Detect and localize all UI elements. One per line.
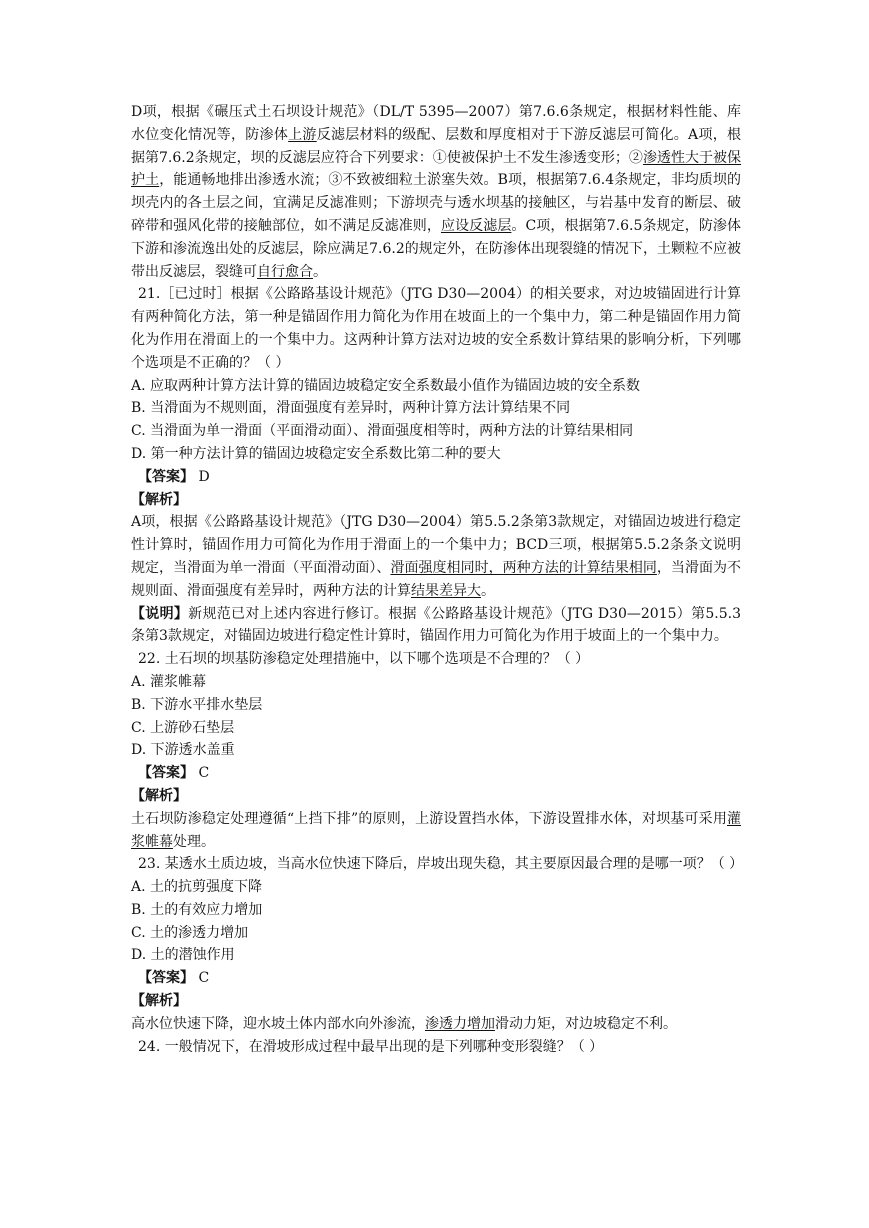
- answer-value: C: [198, 765, 210, 782]
- q20-analysis-text: 。C项，根据第7.6.5条规定，防渗体下游和渗流逸出处的反滤层，除应满足7.6.2的规定外，在防渗体出现裂缝的情况下，土颗粒不应被带出反滤层，裂缝可: [131, 217, 742, 280]
- q20-underline-upstream: 上游: [288, 126, 317, 143]
- q22-option-d: D. 下游透水盖重: [131, 742, 235, 759]
- q20-analysis-text: 反滤层材料的级配、层数和厚度相对于下游反滤层可简化。A项，根据第7.6.2条规定，坝的反滤层应符合下列要求：①使被保护土不发生渗透变形；②: [131, 126, 742, 166]
- note-label: 【说明】: [131, 605, 189, 622]
- q22-underline-grout: 灌浆帷幕: [131, 810, 741, 850]
- answer-label: 【答案】: [138, 765, 194, 782]
- answer-label: 【答案】: [138, 970, 194, 987]
- note-text: 新规范已对上述内容进行修订。根据《公路路基设计规范》（JTG D30—2015）第5.5.3条第3款规定，对锚固边坡进行稳定性计算时，锚固作用力可简化为作用于坡面上的一个集中力。: [131, 605, 742, 645]
- document-body: [131, 101, 744, 1058]
- q21-answer: [131, 466, 741, 489]
- q23-stem: 23. 某透水土质边坡，当高水位快速下降后，岸坡出现失稳，其主要原因最合理的是哪一项？（ ）: [138, 856, 744, 873]
- q20-analysis-text: D项，根据《碾压式土石坝设计规范》（DL/T 5395—2007）第7.6.6条规定，根据材料性能、库水位变化情况等，防渗体: [131, 104, 741, 143]
- q22-option-b: B. 下游水平排水垫层: [131, 696, 263, 713]
- q20-analysis-text: 。: [313, 263, 327, 280]
- q21-option-b: B. 当滑面为不规则面，滑面强度有差异时，两种计算方法计算结果不同: [131, 400, 571, 417]
- q21-analysis-text: ，当滑面为不规则面、滑面强度有差异时，两种方法的计算: [131, 559, 742, 599]
- q22-stem: 22. 土石坝的坝基防渗稳定处理措施中，以下哪个选项是不合理的？（ ）: [138, 651, 590, 668]
- q23-analysis-text: 滑动力矩，对边坡稳定不利。: [495, 1015, 677, 1032]
- q20-analysis-text: ，能通畅地排出渗透水流；③不致被细粒土淤塞失效。B项，根据第7.6.4条规定，非均质坝的坝壳内的各土层之间，宜满足反滤准则；下游坝壳与透水坝基的接触区，与岩基中发育的断层、破碎带和强风化带的接触部位，如不满足反滤准则，: [131, 172, 741, 234]
- q23-analysis-text: 高水位快速下降，迎水坡土体内部水向外渗流，: [131, 1015, 425, 1032]
- q22-analysis-text: 土石坝防渗稳定处理遵循“上挡下排”的原则，上游设置挡水体，下游设置排水体，对坝基可采用: [131, 810, 727, 827]
- q23-answer: [131, 967, 741, 990]
- q24-stem: 24. 一般情况下，在滑坡形成过程中最早出现的是下列哪种变形裂缝？（ ）: [138, 1038, 604, 1055]
- q23-analysis: [131, 1013, 741, 1036]
- q22-analysis-text: 处理。: [173, 833, 215, 850]
- q20-underline-self-heal: 自行愈合: [257, 263, 313, 280]
- q22-answer: [131, 762, 741, 785]
- analysis-label: 【解析】: [131, 993, 187, 1010]
- q23-underline-seepage: 渗透力增加: [425, 1015, 495, 1032]
- q20-analysis-paragraph: [131, 101, 741, 283]
- q21-analysis-text: 。: [481, 582, 495, 599]
- q21-analysis: [131, 511, 741, 602]
- q23-option-b: B. 土的有效应力增加: [131, 901, 263, 918]
- q23-option-c: C. 土的渗透力增加: [131, 924, 249, 941]
- q21-option-a: A. 应取两种计算方法计算的锚固边坡稳定安全系数最小值作为锚固边坡的安全系数: [131, 377, 641, 394]
- q21-underline-same-result: 滑面强度相同时，两种方法的计算结果相同: [390, 559, 657, 576]
- q21-stem: 21.［已过时］根据《公路路基设计规范》（JTG D30—2004）的相关要求，对边坡锚固进行计算有两种简化方法，第一种是锚固作用力简化为作用在坡面上的一个集中力，第二种是锚固作用力简化为作用在滑面上的一个集中力。这两种计算方法对边坡的安全系数计算结果的影响分析，下列哪个选项是不正确的？（ ）: [131, 286, 741, 371]
- answer-value: D: [198, 468, 210, 485]
- analysis-label: 【解析】: [131, 491, 187, 508]
- q21-analysis-label: [131, 489, 741, 512]
- q21-analysis-text: A项，根据《公路路基设计规范》（JTG D30—2004）第5.5.2条第3款规定，对锚固边坡进行稳定性计算时，锚固作用力可简化为作用于滑面上的一个集中力；BCD三项，根据第5.5.2条条文说明规定，当滑面为单一滑面（平面滑动面）、: [131, 514, 741, 576]
- q23-analysis-label: [131, 990, 741, 1013]
- q22-option-c: C. 上游砂石垫层: [131, 719, 235, 736]
- q21-underline-differ: 结果差异大: [411, 582, 481, 599]
- answer-label: 【答案】: [138, 468, 194, 485]
- q20-underline-permeability: 渗透性大于被保护土: [131, 149, 742, 189]
- q23-option-a: A. 土的抗剪强度下降: [131, 879, 263, 896]
- q21-option-c: C. 当滑面为单一滑面（平面滑动面）、滑面强度相等时，两种方法的计算结果相同: [131, 423, 634, 440]
- q22-analysis-label: [131, 785, 741, 808]
- q21-option-d: D. 第一种方法计算的锚固边坡稳定安全系数比第二种的要大: [131, 445, 501, 462]
- answer-value: C: [198, 970, 210, 987]
- q21-note: [131, 603, 741, 649]
- q22-analysis: [131, 808, 741, 854]
- q20-underline-filter: 应设反滤层: [440, 217, 512, 234]
- analysis-label: 【解析】: [131, 787, 187, 804]
- q22-option-a: A. 灌浆帷幕: [131, 673, 207, 690]
- q23-option-d: D. 土的潜蚀作用: [131, 947, 235, 964]
